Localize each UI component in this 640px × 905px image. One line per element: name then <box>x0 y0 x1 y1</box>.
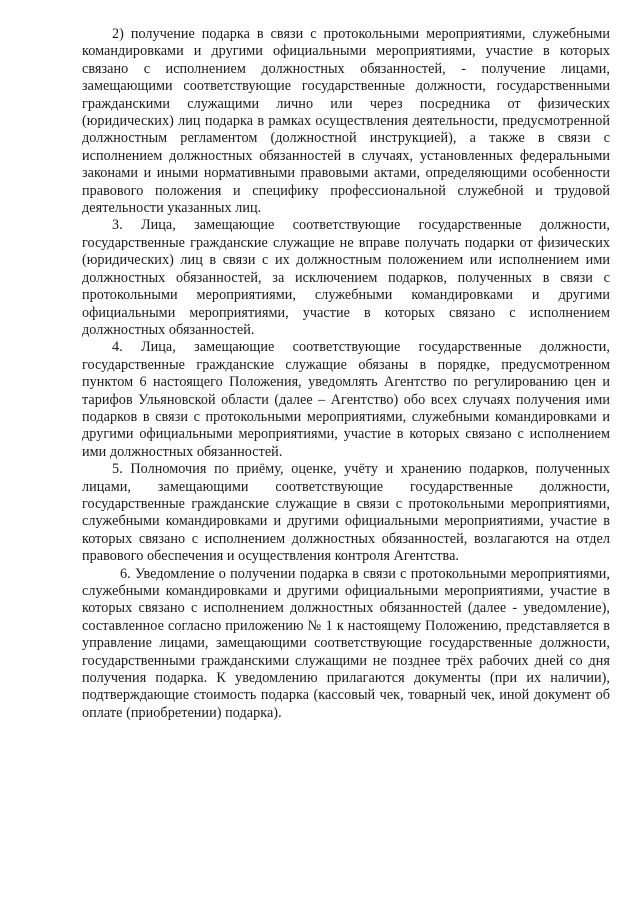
paragraph-item-4: 4. Лица, замещающие соответствующие государственные должности, государственные гражданские служащие обязаны в порядке, предусмотренном пунктом 6 настоящего Положения, уведомлять Агентство по регулированию цен и тарифов Ульяновской области (далее – Агентство) обо всех случаях получения ими подарков в связи с протокольными мероприятиями, служебными командировками и другими официальными мероприятиями, участие в которых связано с исполнением ими должностных обязанностей. <box>82 339 610 460</box>
document-body <box>82 26 610 722</box>
paragraph-item-3: 3. Лица, замещающие соответствующие государственные должности, государственные гражданские служащие не вправе получать подарки от физических (юридических) лиц в связи с их должностным положением или исполнением ими должностных обязанностей, за исключением подарков, полученных в связи с протокольными мероприятиями, служебными командировками и другими официальными мероприятиями, участие в которых связано с исполнением должностных обязанностей. <box>82 217 610 338</box>
paragraph-item-2: 2) получение подарка в связи с протокольными мероприятиями, служебными командировками и другими официальными мероприятиями, участие в которых связано с исполнением должностных обязанностей, - получение лицами, замещающими соответствующие государственные должности, государственными гражданскими служащими лично или через посредника от физических (юридических) лиц подарка в рамках осуществления деятельности, предусмотренной должностным регламентом (должностной инструкцией), а также в связи с исполнением должностных обязанностей в случаях, установленных федеральными законами и иными нормативными правовыми актами, определяющими особенности правового положения и специфику профессиональной служебной и трудовой деятельности указанных лиц. <box>82 26 610 217</box>
paragraph-item-5: 5. Полномочия по приёму, оценке, учёту и хранению подарков, полученных лицами, замещающими соответствующие государственные должности, государственные гражданские служащие в связи с протокольными мероприятиями, служебными командировками и другими официальными мероприятиями, участие в которых связано с исполнением должностных обязанностей, возлагаются на отдел правового обеспечения и осуществления контроля Агентства. <box>82 461 610 565</box>
paragraph-item-6: 6. Уведомление о получении подарка в связи с протокольными мероприятиями, служебными командировками и другими официальными мероприятиями, участие в которых связано с исполнением должностных обязанностей (далее - уведомление), составленное согласно приложению № 1 к настоящему Положению, представляется в управление лицами, замещающими соответствующие государственные должности, государственными гражданскими служащими не позднее трёх рабочих дней со дня получения подарка. К уведомлению прилагаются документы (при их наличии), подтверждающие стоимость подарка (кассовый чек, товарный чек, иной документ об оплате (приобретении) подарка). <box>82 565 610 721</box>
